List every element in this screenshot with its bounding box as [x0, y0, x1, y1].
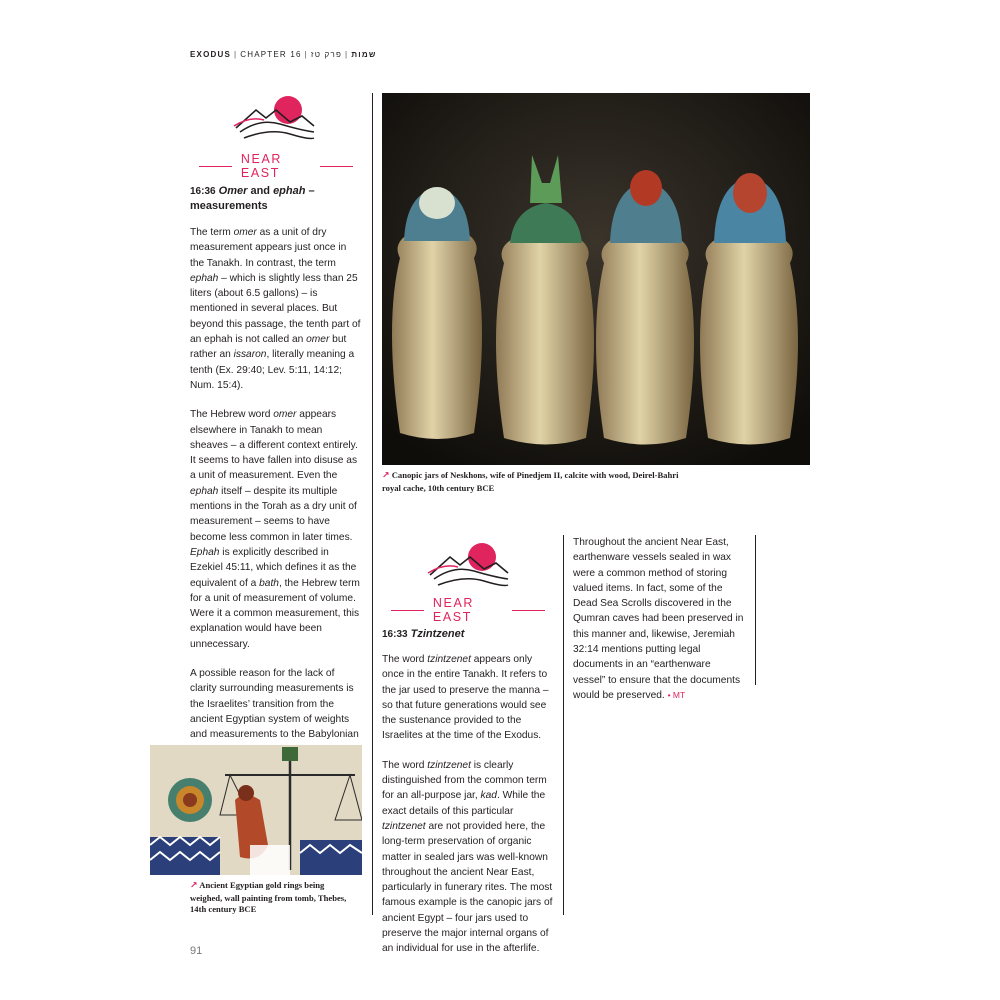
- entry-title-tzintzenet: [382, 627, 554, 642]
- near-east-logo-icon: [424, 535, 514, 595]
- header-hebrew-book: שמות: [351, 50, 377, 59]
- tag-rule-left: [391, 610, 424, 611]
- wall-painting-caption-text: Ancient Egyptian gold rings being weighed, wall painting from tomb, Thebes, 14th century BCE: [190, 880, 347, 914]
- header-chapter: CHAPTER 16: [240, 50, 302, 59]
- paragraph-omer-term: The term omer as a unit of dry measurement appears just once in the Tanakh. In contrast, the term ephah – which is slightly less than 25 liters (about 6.5 gallons) – is mentioned in several places. But beyond this passage, the tenth part of an ephah is not called an omer but rather an issaron, literally meaning a tenth (Ex. 29:40; Lev. 5:11, 14:12; Num. 15:4).: [190, 227, 361, 391]
- entry-title-text: Tzintzenet: [410, 628, 465, 640]
- near-east-logo-icon: [230, 88, 320, 148]
- tag-rule-right: [320, 166, 353, 167]
- entry-ref: 16:33: [382, 629, 408, 640]
- wall-painting-image: [150, 745, 362, 875]
- running-header: EXODUS | CHAPTER 16 | פרק טז | שמות: [190, 50, 377, 59]
- header-hebrew-chapter: פרק טז: [310, 50, 343, 59]
- caption-arrow-icon: ↗: [190, 881, 198, 891]
- section-tag-near-east: [190, 152, 362, 180]
- entry-ref: 16:36: [190, 186, 216, 197]
- author-initials: • MT: [667, 689, 686, 700]
- entry-title-omer-ephah: [190, 184, 362, 214]
- wall-painting-caption: [190, 880, 350, 916]
- paragraph-tzintzenet-distinguished: The word tzintzenet is clearly distinguished from the common term for an all-purpose jar, kad. While the exact details of this particular tzintzenet are not provided here, the long-term preservation of organic matter in sealed jars was well-known throughout the ancient Near East, particularly in funerary rites. The most famous example is the canopic jars of ancient Egypt – four jars used to preserve the major internal organs of an individual for use in the afterlife.: [382, 759, 553, 955]
- paragraph-possible-reason: A possible reason for the lack of clarity surrounding measurements is the Israelites’ transition from the ancient Egyptian system of weights and measurements to the Babylonian: [190, 666, 362, 850]
- canopic-jars-photo: [382, 93, 810, 465]
- section-tag-label: NEAR EAST: [240, 152, 283, 180]
- paragraph-tzintzenet-once: The word tzintzenet appears only once in the entire Tanakh. It refers to the jar used to preserve the manna – so that future generations would see the sustenance provided to the Israelites at the time of the Exodus.: [382, 654, 549, 742]
- right-column-body: [573, 535, 745, 717]
- entry-title-omer: Omer: [218, 185, 248, 197]
- column-rule-right: [755, 535, 756, 685]
- page-number: 91: [190, 945, 203, 957]
- tag-rule-left: [199, 166, 232, 167]
- entry-title-ephah: ephah: [273, 185, 306, 197]
- canopic-jars-caption: [382, 470, 682, 494]
- column-rule-middle: [563, 535, 564, 915]
- section-tag-label: NEAR EAST: [432, 596, 475, 624]
- caption-arrow-icon: ↗: [382, 471, 390, 481]
- header-book: EXODUS: [190, 50, 231, 59]
- column-rule-left: [372, 93, 373, 915]
- paragraph-earthenware: Throughout the ancient Near East, earthenware vessels sealed in wax were a common method of storing valued items. In fact, some of the Dead Sea Scrolls discovered in the Qumran caves had been preserved in this manner and, likewise, Jeremiah 32:14 mentions putting legal documents in an “earthenware vessel” to ensure that the documents would be preserved. • MT: [573, 537, 744, 701]
- middle-column-body: [382, 652, 554, 971]
- entry-title-and: and: [247, 185, 274, 197]
- entry-title-rest: – measurements: [190, 185, 315, 212]
- tag-rule-right: [512, 610, 545, 611]
- paragraph-hebrew-word: The Hebrew word omer appears elsewhere in Tanakh to mean sheaves – a different context entirely. It seems to have fallen into disuse as a unit of measurement. Even the ephah itself – despite its multiple mentions in the Torah as a dry unit of measurement – seems to have become less common in later times. Ephah is explicitly described in Ezekiel 45:11, which defines it as the equivalent of a bath, the Hebrew term for a unit of measurement of volume. Were it a common measurement, this explanation would have been unnecessary.: [190, 409, 360, 650]
- canopic-jars-caption-text: Canopic jars of Neskhons, wife of Pinedjem II, calcite with wood, Deirel-Bahri royal cache, 10th century BCE: [382, 470, 679, 493]
- section-tag-near-east-2: [382, 596, 554, 624]
